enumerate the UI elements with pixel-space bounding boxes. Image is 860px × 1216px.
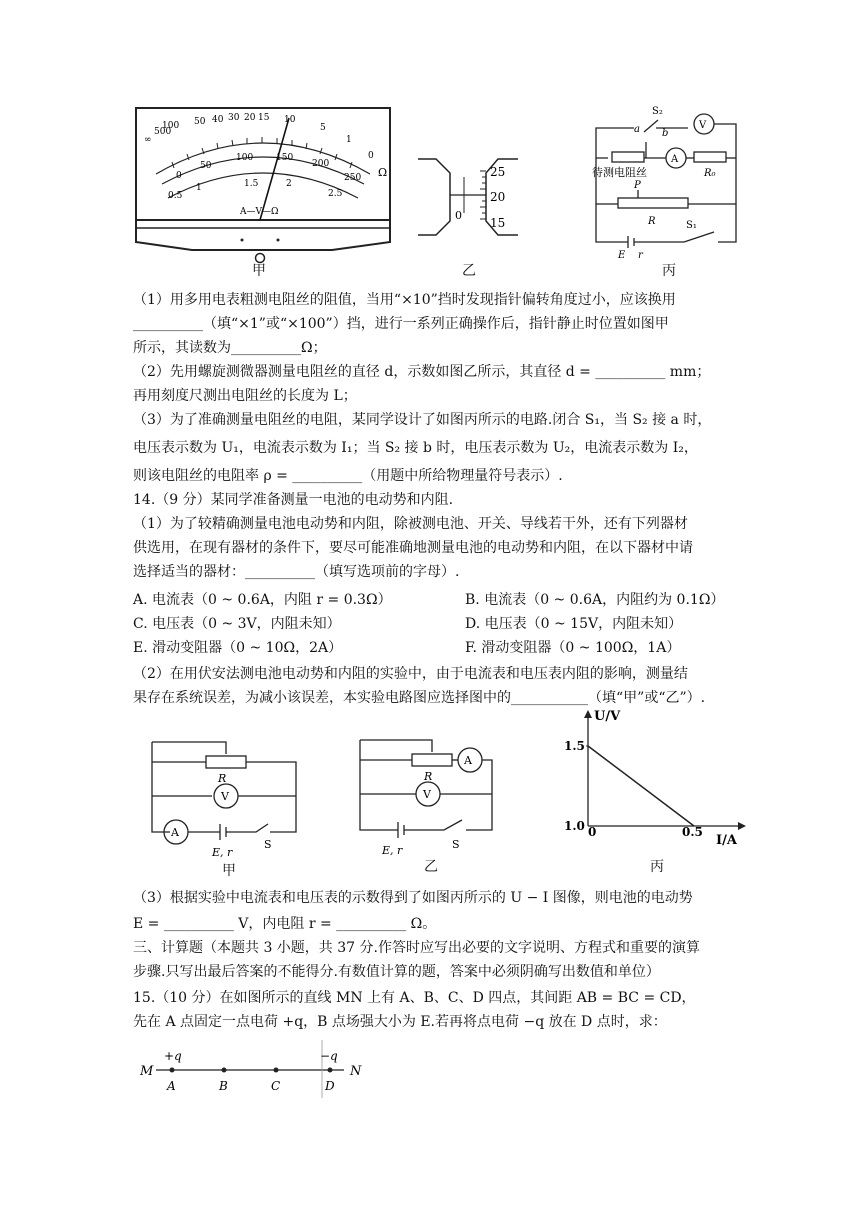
q13-p1-line3: 所示，其读数为__________Ω； (133, 340, 327, 356)
meter-scale-label: 40 (212, 115, 224, 125)
q13-p2-line2: 再用刻度尺测出电阻丝的长度为 L； (133, 388, 357, 404)
q13-p3-line2: 电压表示数为 U₁，电流表示数为 I₁；当 S₂ 接 b 时，电压表示数为 U₂，电流表示数为 I₂， (133, 440, 698, 456)
q14-option-f: F. 滑动变阻器（0 ~ 100Ω，1A） (465, 640, 681, 656)
circuit-label: 待测电阻丝 (592, 166, 647, 179)
circuit-label: S (264, 838, 272, 851)
circuit-jia-figure (140, 732, 310, 872)
q14-p3-line2: E = __________ V，内电阻 r = __________ Ω。 (133, 916, 437, 932)
meter-scale-label: 1.5 (244, 179, 259, 189)
meter-scale-label: 50 (194, 117, 206, 127)
meter-mode-label: A—V—Ω (240, 207, 279, 217)
meter-scale-label: 15 (258, 113, 270, 123)
circuit-label: S₂ (652, 106, 663, 117)
q14-option-d: D. 电压表（0 ~ 15V，内阻未知） (465, 616, 683, 632)
meter-scale-label: 150 (276, 153, 294, 163)
ui-graph-caption: 丙 (650, 859, 664, 875)
meter-scale-label: 2.5 (328, 189, 343, 199)
line-mn-figure (136, 1036, 376, 1106)
circuit-label: P (634, 180, 641, 191)
meter-scale-label: 1 (346, 135, 352, 145)
q15-line2: 先在 A 点固定一点电荷 +q，B 点场强大小为 E.若再将点电荷 −q 放在 D 点时，求： (133, 1014, 667, 1030)
meter-scale-label: 30 (228, 113, 240, 123)
meter-scale-label: 200 (312, 159, 330, 169)
circuit-bing-figure (588, 102, 748, 262)
x-axis-label: I/A (716, 833, 737, 848)
point-d-label: D (325, 1079, 335, 1093)
point-n-label: N (350, 1064, 362, 1079)
meter-scale-label: 20 (244, 113, 256, 123)
q14-option-b: B. 电流表（0 ~ 0.6A，内阻约为 0.1Ω） (465, 592, 725, 608)
q15-line1: 15.（10 分）在如图所示的直线 MN 上有 A、B、C、D 四点，其间距 AB = BC = CD， (133, 990, 696, 1006)
circuit-label: E, r (382, 844, 403, 857)
micrometer-tick: 25 (490, 165, 506, 179)
q14-p1-line2: 供选用，在现有器材的条件下，要尽可能准确地测量电池的电动势和内阻，在以下器材中请 (133, 540, 693, 556)
circuit-label: a (634, 124, 640, 135)
circuit-label: E (618, 250, 626, 261)
circuit-label: A (464, 754, 472, 767)
circuit-label: A (171, 826, 179, 839)
circuit-label: r (638, 250, 643, 261)
circuit-bing-caption: 丙 (662, 263, 676, 279)
micrometer-figure (418, 155, 518, 241)
section3-line2: 步骤.只写出最后答案的不能得分.有数值计算的题，答案中必须阴确写出数值和单位） (133, 964, 660, 980)
q13-p1-line1: （1）用多用电表粗测电阻丝的阻值，当用“×10”挡时发现指针偏转角度过小，应该换用 (133, 292, 676, 308)
circuit-label: R (648, 216, 656, 227)
meter-scale-label: 0 (176, 171, 182, 181)
y-axis-label: U/V (594, 709, 621, 724)
meter-scale-label: 0.5 (168, 191, 183, 201)
circuit-label: V (423, 788, 431, 801)
micrometer-tick: 20 (490, 190, 506, 204)
meter-scale-label: ∞ (144, 135, 152, 145)
q14-p1-line3: 选择适当的器材：__________（填写选项前的字母）. (133, 564, 460, 580)
y-tick-top: 1.5 (564, 739, 585, 753)
ui-series-line (588, 746, 694, 826)
q14-option-e: E. 滑动变阻器（0 ~ 10Ω，2A） (133, 640, 343, 656)
meter-scale-label: 250 (344, 173, 362, 183)
meter-scale-label: 100 (162, 121, 180, 131)
q14-p2-line2: 果存在系统误差，为减小该误差，本实验电路图应选择图中的___________（填“甲”或“乙”）. (133, 690, 706, 706)
ui-graph-figure (558, 704, 748, 854)
circuit-label: R (424, 770, 433, 783)
point-m-label: M (140, 1064, 154, 1079)
meter-scale-label: 2 (286, 179, 292, 189)
section3-line1: 三、计算题（本题共 3 小题，共 37 分.作答时应写出必要的文字说明、方程式和重要的演算 (133, 940, 700, 956)
q13-p3-line3: 则该电阻丝的电阻率 ρ = __________（用题中所给物理量符号表示）. (133, 468, 563, 484)
charge-plus-label: +q (164, 1049, 182, 1063)
meter-scale-label: 500 (154, 127, 172, 137)
charge-minus-label: −q (320, 1049, 338, 1063)
q14-p1-line1: （1）为了较精确测量电池电动势和内阻，除被测电池、开关、导线若干外，还有下列器材 (133, 516, 688, 532)
meter-scale-label: 10 (284, 115, 296, 125)
circuit-yi-figure (348, 730, 518, 870)
q13-p1-line2: __________（填“×1”或“×100”）挡，进行一系列正确操作后，指针静止时位置如图甲 (133, 316, 669, 332)
q13-p3-line1: （3）为了准确测量电阻丝的电阻，某同学设计了如图丙所示的电路.闭合 S₁，当 S₂ 接 a 时， (133, 412, 712, 428)
q14-p3-line1: （3）根据实验中电流表和电压表的示数得到了如图丙所示的 U − I 图像，则电池的电动势 (133, 890, 693, 906)
circuit-label: b (662, 128, 669, 139)
point-c-label: C (271, 1079, 281, 1093)
circuit-label: E, r (212, 846, 233, 859)
meter-scale-label: 50 (200, 161, 212, 171)
circuit-label: V (221, 790, 229, 803)
q14-p2-line1: （2）在用伏安法测电池电动势和内阻的实验中，由于电流表和电压表内阻的影响，测量结 (133, 666, 688, 682)
y-tick-bottom: 1.0 (564, 819, 585, 833)
meter-caption: 甲 (252, 263, 266, 279)
circuit-label: V (699, 120, 707, 131)
meter-omega-label: Ω (378, 166, 388, 179)
circuit-label: R₀ (704, 168, 716, 179)
multimeter-figure (132, 102, 394, 282)
point-a-label: A (167, 1079, 176, 1093)
q13-p2-line1: （2）先用螺旋测微器测量电阻丝的直径 d，示数如图乙所示，其直径 d = __________ mm； (133, 364, 711, 380)
q14-title: 14.（9 分）某同学准备测量一电池的电动势和内阻. (133, 492, 454, 508)
point-b-label: B (219, 1079, 228, 1093)
x-tick-origin: 0 (588, 825, 597, 839)
circuit-label: R (218, 772, 227, 785)
micrometer-tick: 15 (490, 216, 506, 230)
ui-graph-svg (558, 704, 748, 854)
meter-scale-label: 5 (320, 123, 326, 133)
meter-scale-label: 1 (196, 183, 202, 193)
circuit-label: A (671, 154, 679, 165)
meter-scale-label: 0 (368, 151, 374, 161)
circuit-label: S (452, 838, 460, 851)
micrometer-caption: 乙 (462, 263, 476, 279)
x-tick-end: 0.5 (682, 825, 703, 839)
circuit-jia-caption: 甲 (222, 863, 236, 879)
q14-option-a: A. 电流表（0 ~ 0.6A，内阻 r = 0.3Ω） (133, 592, 392, 608)
micrometer-zero: 0 (455, 209, 462, 222)
circuit-yi-caption: 乙 (424, 859, 438, 875)
meter-scale-label: 100 (236, 153, 254, 163)
q14-option-c: C. 电压表（0 ~ 3V，内阻未知） (133, 616, 341, 632)
circuit-label: S₁ (686, 220, 697, 231)
multimeter-drawing (132, 102, 394, 282)
